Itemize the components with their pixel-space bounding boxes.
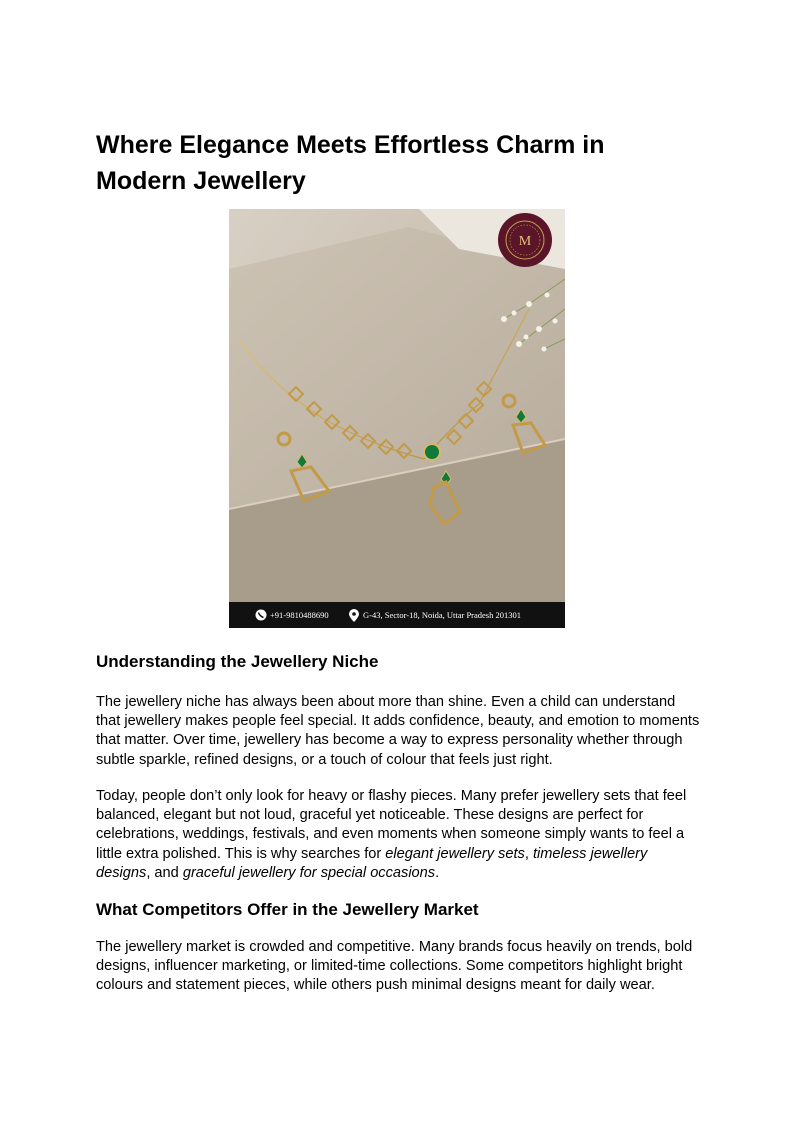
monogram-logo	[498, 213, 552, 267]
keyword-elegant-sets: elegant jewellery sets	[385, 845, 525, 862]
jewellery-photo	[229, 209, 565, 628]
paragraph-text: .	[435, 864, 440, 881]
paragraph-text: , and	[146, 864, 183, 881]
address-text: G-43, Sector-18, Noida, Uttar Pradesh 201301	[363, 610, 521, 620]
phone-icon	[256, 610, 267, 621]
section-heading-competitors: What Competitors Offer in the Jewellery Market	[96, 900, 479, 919]
article-title: Where Elegance Meets Effortless Charm in Modern Jewellery	[96, 131, 605, 195]
keyword-timeless-designs: timeless jewellery designs	[96, 845, 648, 881]
svg-text:M: M	[518, 234, 532, 249]
section-heading-niche: Understanding the Jewellery Niche	[96, 652, 379, 671]
phone-number: +91-9810488690	[270, 610, 329, 620]
paragraph-niche-2	[96, 787, 702, 883]
paragraph-competitors-1: The jewellery market is crowded and competitive. Many brands focus heavily on trends, bold designs, influencer marketing, or limited-time collections. Some competitors highlight bright colours and statement pieces, while others push minimal designs meant for daily wear.	[96, 939, 693, 994]
necklace-set-illustration	[229, 209, 565, 628]
paragraph-text: ,	[524, 845, 533, 862]
keyword-graceful-occasions: graceful jewellery for special occasions	[182, 864, 436, 881]
paragraph-niche-1: The jewellery niche has always been about more than shine. Even a child can understand that jewellery makes people feel special. It adds confidence, beauty, and emotion to moments that matter. Over time, jewellery has become a way to express personality whether through subtle sparkle, refined designs, or a touch of colour that feels just right.	[96, 694, 700, 768]
paragraph-text: Today, people don’t only look for heavy or flashy pieces. Many prefer jewellery sets that feel balanced, elegant but not loud, graceful yet noticeable. These designs are perfect for celebrations, weddings, festivals, and even moments when someone simply wants to feel a little extra polished. This is why searches for	[96, 788, 687, 862]
